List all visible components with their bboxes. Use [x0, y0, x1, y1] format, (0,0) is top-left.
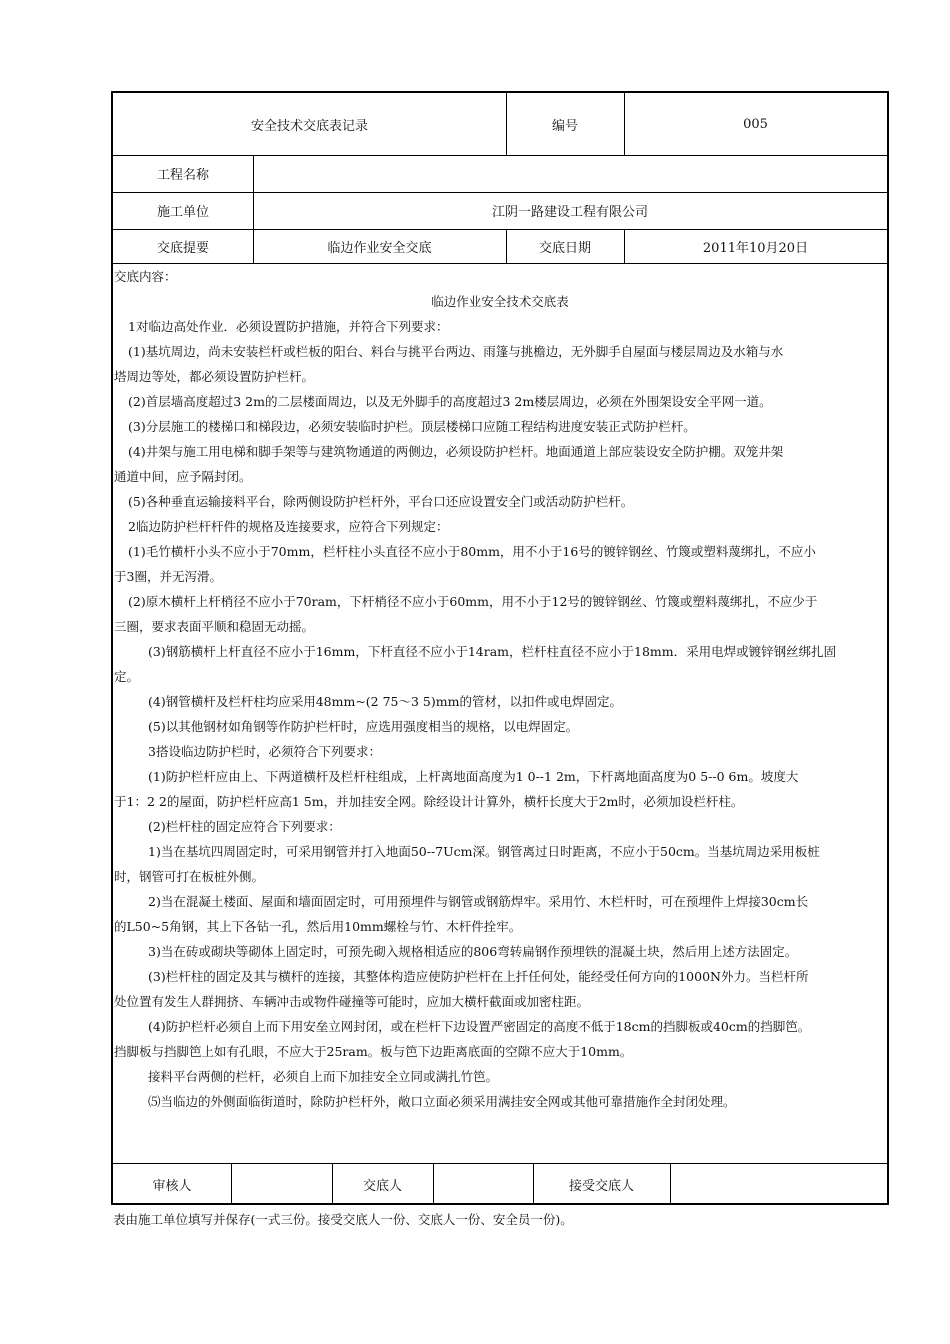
content-line: (1)防护栏杆应由上、下两道横杆及栏杆柱组成，上杆离地面高度为1 0--1 2m，下杆离地面高度为0 5--0 6m。坡度大: [148, 769, 799, 784]
disclosure-date-value: 2011年10月20日: [702, 240, 809, 256]
receiver-label: 接受交底人: [568, 1178, 634, 1194]
content-line: 时，钢管可打在板桩外侧。: [114, 869, 265, 884]
content-line: 定。: [114, 669, 140, 684]
content-line: 于3圈，并无泻滑。: [114, 569, 222, 584]
form-title: 安全技术交底表记录: [250, 118, 368, 134]
content-line: 3)当在砖或砌块等砌体上固定时，可预先砌入规格相适应的806弯转扁钢作预埋铁的混凝土块，然后用上述方法固定。: [148, 944, 798, 959]
content-line: 于1：2 2的屋面，防护栏杆应高1 5m，并加挂安全网。除经设计计算外，横杆长度大于2m时，必须加设栏杆柱。: [114, 794, 744, 809]
content-line: (2)首层墙高度超过3 2m的二层楼面周边，以及无外脚手的高度超过3 2m楼层周边，必须在外围架设安全平网一道。: [128, 394, 772, 409]
content-line: 三圈，要求表面平顺和稳固无动摇。: [114, 619, 315, 634]
number-label: 编号: [551, 118, 578, 134]
reviewer-value: [231, 1163, 332, 1205]
content-line: (1)毛竹横杆小头不应小于70mm，栏杆柱小头直径不应小于80mm，用不小于16号的镀锌钢丝、竹篾或塑料蔑绑扎，不应小: [128, 544, 816, 559]
content-line: (5)以其他钢材如角钢等作防护栏杆时，应选用强度相当的规格，以电焊固定。: [148, 719, 579, 734]
disclosure-date-label: 交底日期: [538, 240, 591, 256]
content-line: (5)各种垂直运输接料平台，除两侧设防护栏杆外，平台口还应设置安全门或活动防护栏杆。: [128, 494, 634, 509]
construction-unit-value: 江阴一路建设工程有限公司: [491, 205, 648, 220]
receiver-value: [670, 1163, 887, 1205]
content-line: (4)井架与施工用电梯和脚手架等与建筑物通道的两侧边，必须设防护栏杆。地面通道上部应装设安全防护棚。双笼井架: [128, 444, 784, 459]
disclosure-content: [114, 264, 886, 1114]
summary-value: 临边作业安全交底: [327, 240, 432, 256]
content-line: (2)原木横杆上杆梢径不应小于70ram，下杆梢径不应小于60mm，用不小于12号的镀锌钢丝、竹篾或塑料蔑绑扎，不应少于: [128, 594, 818, 609]
number-value: 005: [743, 116, 768, 132]
content-label: 交底内容：: [114, 269, 177, 284]
footnote: 表由施工单位填写并保存(一式三份。接受交底人一份、交底人一份、安全员一份)。: [113, 1212, 573, 1227]
content-line: 2临边防护栏杆杆件的规格及连接要求，应符合下列规定：: [128, 519, 449, 534]
content-line: (2)栏杆柱的固定应符合下列要求：: [148, 819, 341, 834]
content-line: ⑸当临边的外侧面临街道时，除防护栏杆外，敞口立面必须采用满挂安全网或其他可靠措施作全封闭处理。: [148, 1094, 736, 1109]
content-line: (3)钢筋横杆上杆直径不应小于16mm，下杆直径不应小于14ram，栏杆柱直径不应小于18mm．采用电焊或镀锌钢丝绑扎固: [148, 644, 837, 659]
content-line: (3)分层施工的楼梯口和梯段边，必须安装临时护栏。顶层楼梯口应随工程结构进度安装正式防护栏杆。: [128, 419, 696, 434]
content-line: 1对临边高处作业．必须设置防护措施，并符合下列要求：: [128, 319, 449, 334]
content-line: (1)基坑周边，尚未安装栏杆或栏板的阳台、料台与挑平台两边、雨篷与挑檐边，无外脚手自屋面与楼层周边及水箱与水: [128, 344, 784, 359]
content-line: (4)钢管横杆及栏杆柱均应采用48mm~(2 75～3 5)mm的管材，以扣件或电焊固定。: [148, 694, 622, 709]
content-line: 2)当在混凝土楼面、屋面和墙面固定时，可用预埋件与钢管或钢筋焊牢。采用竹、木栏杆时，可在预埋件上焊接30cm长: [148, 894, 809, 909]
content-line: 1)当在基坑四周固定时，可采用钢管并打入地面50--7Ucm深。钢管离过日时距离，不应小于50cm。当基坑周边采用板桩: [148, 844, 820, 859]
content-title: 临边作业安全技术交底表: [431, 294, 569, 309]
construction-unit-label: 施工单位: [156, 205, 209, 220]
disclosure-form: [111, 91, 889, 1205]
content-line: 通道中间，应予隔封闭。: [114, 469, 252, 484]
content-line: 的L50~5角钢，其上下各钻一孔，然后用10mm螺栓与竹、木杆件拴牢。: [114, 919, 522, 934]
content-line: 挡脚板与挡脚笆上如有孔眼，不应大于25ram。板与笆下边距离底面的空隙不应大于10mm。: [114, 1044, 633, 1059]
project-name-label: 工程名称: [156, 168, 209, 183]
discloser-value: [433, 1163, 533, 1205]
reviewer-label: 审核人: [152, 1178, 192, 1194]
discloser-label: 交底人: [362, 1178, 402, 1194]
content-line: (4)防护栏杆必须自上而下用安垒立网封闭，或在栏杆下边设置严密固定的高度不低于18cm的挡脚板或40cm的挡脚笆。: [148, 1019, 811, 1034]
content-line: 3搭设临边防护栏时，必须符合下列要求：: [148, 744, 381, 759]
summary-label: 交底提要: [156, 240, 209, 256]
content-line: 处位置有发生人群拥挤、车辆冲击或物件碰撞等可能时，应加大横杆截面或加密柱距。: [114, 994, 590, 1009]
project-name-value: [253, 155, 887, 192]
content-line: 接料平台两侧的栏杆，必须自上而下加挂安全立同或满扎竹笆。: [148, 1069, 499, 1084]
content-line: 塔周边等处，都必须设置防护栏杆。: [114, 369, 315, 384]
content-line: (3)栏杆柱的固定及其与横杆的连接，其整体构造应使防护栏杆在上扦任何处，能经受任何方向的1000N外力。当栏杆所: [148, 969, 809, 984]
